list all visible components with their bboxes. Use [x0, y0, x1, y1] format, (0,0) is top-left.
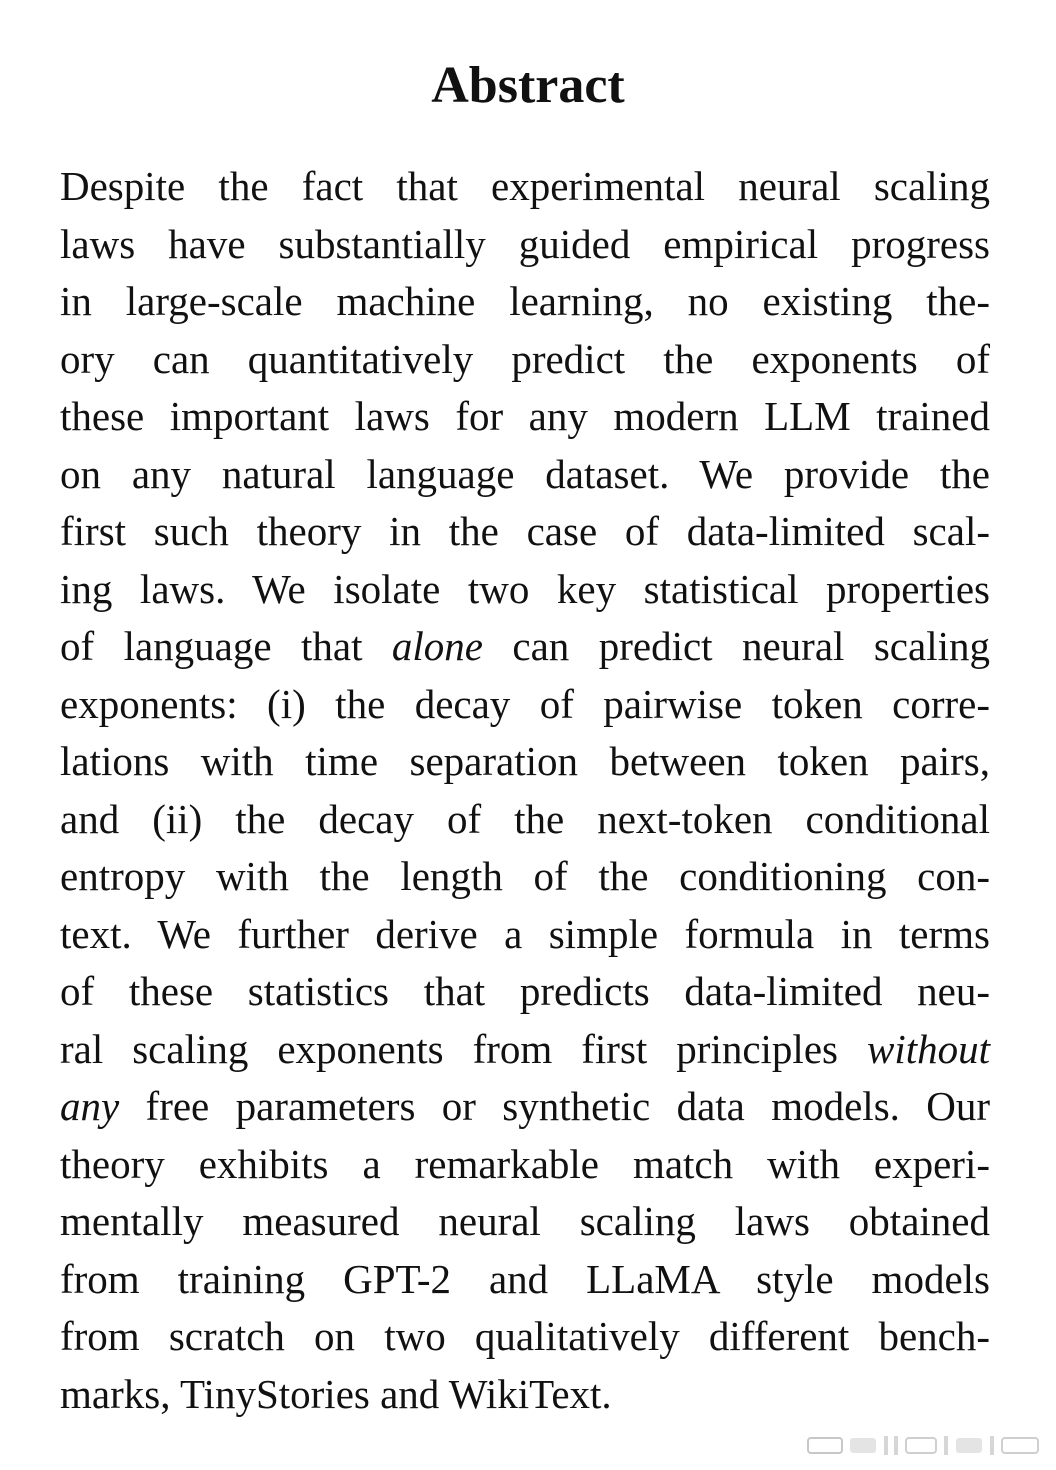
abstract-line: theory exhibits a remarkable match with experi-: [60, 1140, 990, 1187]
abstract-line: on any natural language dataset. We provide the: [60, 450, 990, 497]
abstract-text: ral scaling exponents from first principles: [60, 1025, 867, 1072]
abstract-line: Despite the fact that experimental neural scaling: [60, 163, 990, 209]
abstract-line: [60, 618, 990, 676]
abstract-line: these important laws for any modern LLM trained: [60, 393, 990, 439]
abstract-body: [60, 158, 990, 1423]
abstract-line: ing laws. We isolate two key statistical properties: [60, 565, 990, 612]
abstract-line: first such theory in the case of data-limited scal-: [60, 508, 990, 554]
abstract-line: ory can quantitatively predict the exponents of: [60, 335, 990, 382]
abstract-title: Abstract: [431, 57, 625, 114]
abstract-line: text. We further derive a simple formula in terms: [60, 910, 990, 957]
abstract-line: entropy with the length of the conditioning con-: [60, 853, 990, 899]
abstract-line: from training GPT-2 and LLaMA style models: [60, 1255, 990, 1302]
emphasis-text: alone: [391, 623, 483, 669]
abstract-line: [60, 1021, 990, 1079]
abstract-line: lations with time separation between token pairs,: [60, 738, 990, 784]
abstract-text: of language that: [60, 623, 392, 669]
abstract-line: marks, TinyStories and WikiText.: [60, 1370, 612, 1417]
abstract-line: exponents: (i) the decay of pairwise token corre-: [60, 680, 990, 727]
watermark-icon: [806, 1432, 1042, 1458]
abstract-text: can predict neural scaling: [482, 623, 990, 669]
emphasis-text: any: [60, 1083, 120, 1129]
abstract-line: [60, 1078, 990, 1136]
abstract-line: laws have substantially guided empirical progress: [60, 220, 990, 267]
abstract-line: of these statistics that predicts data-limited neu-: [60, 968, 990, 1014]
abstract-line: mentally measured neural scaling laws obtained: [60, 1198, 990, 1244]
abstract-line: and (ii) the decay of the next-token conditional: [60, 795, 990, 842]
abstract-text: free parameters or synthetic data models. Our: [119, 1083, 990, 1129]
abstract-line: from scratch on two qualitatively different bench-: [60, 1313, 990, 1359]
abstract-line: in large-scale machine learning, no existing the-: [60, 278, 990, 324]
emphasis-text: without: [866, 1025, 990, 1072]
